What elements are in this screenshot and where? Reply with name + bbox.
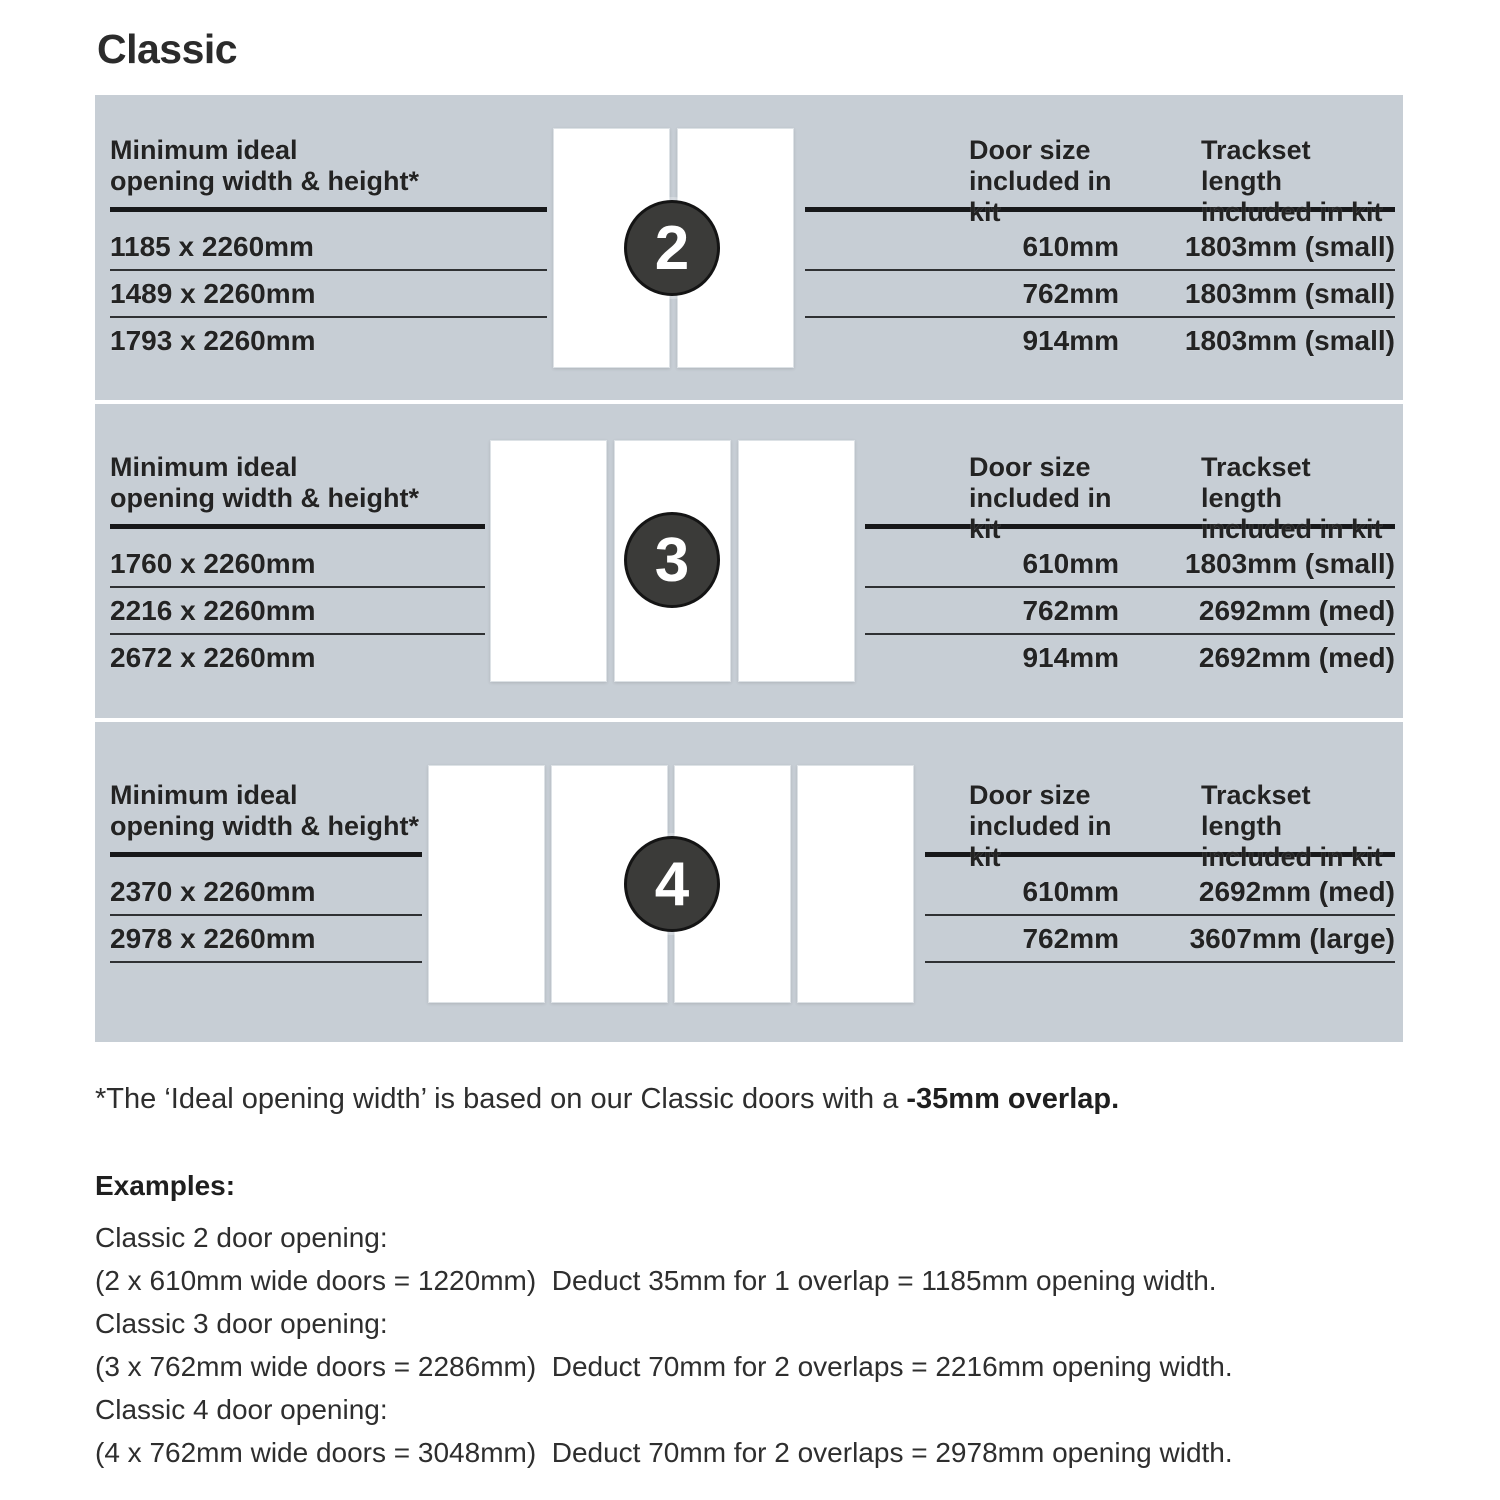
door-count-badge: 2 [624, 200, 720, 296]
overlap-footnote [95, 1083, 1415, 1116]
examples-heading: Examples: [95, 1170, 236, 1201]
door-size-header-line2: included in kit [969, 166, 1112, 227]
opening-size-header [110, 452, 485, 518]
door-count-badge: 3 [624, 512, 720, 608]
example-line: Classic 3 door opening: [95, 1308, 388, 1339]
door-size-header [969, 452, 1119, 544]
door-size-header-line2: included in kit [969, 483, 1112, 544]
opening-size-cell: 2978 x 2260mm [110, 916, 422, 963]
opening-size-cell: 2672 x 2260mm [110, 641, 316, 673]
kit-table [865, 452, 1395, 680]
trackset-header [1201, 135, 1395, 227]
opening-size-cell: 1185 x 2260mm [110, 224, 547, 271]
kit-row [805, 318, 1395, 363]
door-size-header-line1: Door size [969, 452, 1091, 482]
kit-table [805, 135, 1395, 363]
example-line: (2 x 610mm wide doors = 1220mm) Deduct 35mm for 1 overlap = 1185mm opening width. [95, 1265, 1217, 1296]
door-size-header-line2: included in kit [969, 811, 1112, 872]
opening-size-header-line1: Minimum ideal [110, 135, 298, 165]
door-size-cell: 610mm [1022, 547, 1119, 579]
door-size-cell: 914mm [1022, 324, 1119, 356]
kit-table [925, 780, 1395, 963]
opening-size-header [110, 780, 422, 846]
opening-size-cell: 1793 x 2260mm [110, 324, 316, 356]
section-3-door [95, 404, 1403, 718]
trackset-header-line1: Trackset length [1201, 135, 1311, 196]
opening-size-cell: 1489 x 2260mm [110, 271, 547, 318]
door-panel [490, 440, 607, 682]
kit-row [805, 271, 1395, 318]
examples-list [95, 1216, 1415, 1474]
kit-row [925, 869, 1395, 916]
door-count-badge: 4 [624, 836, 720, 932]
trackset-header [1201, 452, 1395, 544]
trackset-cell: 1803mm (small) [1184, 230, 1395, 262]
spec-panel [95, 95, 1403, 1042]
door-panel [738, 440, 855, 682]
door-size-cell: 610mm [1022, 230, 1119, 262]
example-line: Classic 2 door opening: [95, 1222, 388, 1253]
door-size-cell: 762mm [1022, 594, 1119, 626]
trackset-header [1201, 780, 1395, 872]
kit-row [865, 541, 1395, 588]
trackset-cell: 1803mm (small) [1184, 324, 1395, 356]
opening-size-cell: 1760 x 2260mm [110, 541, 485, 588]
door-size-cell: 914mm [1022, 641, 1119, 673]
section-2-door [95, 95, 1403, 400]
door-panel [797, 765, 914, 1003]
section-4-door [95, 722, 1403, 1042]
example-line: (3 x 762mm wide doors = 2286mm) Deduct 70mm for 2 overlaps = 2216mm opening width. [95, 1351, 1233, 1382]
trackset-header-line2: included in kit [1201, 197, 1383, 227]
opening-size-header-line1: Minimum ideal [110, 780, 298, 810]
trackset-cell: 2692mm (med) [1198, 594, 1395, 626]
door-size-header-line1: Door size [969, 780, 1091, 810]
trackset-cell: 1803mm (small) [1184, 277, 1395, 309]
footnote-text: *The ‘Ideal opening width’ is based on our Classic doors with a [95, 1083, 907, 1115]
footer [95, 1083, 1415, 1474]
kit-row [925, 916, 1395, 963]
opening-size-header-line1: Minimum ideal [110, 452, 298, 482]
example-line: Classic 4 door opening: [95, 1394, 388, 1425]
trackset-header-line1: Trackset length [1201, 780, 1311, 841]
door-size-header [969, 780, 1119, 872]
kit-row [865, 635, 1395, 680]
opening-size-column [110, 135, 547, 363]
trackset-cell: 2692mm (med) [1198, 641, 1395, 673]
opening-size-column [110, 780, 422, 963]
opening-size-cell: 2370 x 2260mm [110, 869, 422, 916]
opening-size-header-line2: opening width & height* [110, 811, 419, 841]
door-size-cell: 762mm [1022, 277, 1119, 309]
kit-row [865, 588, 1395, 635]
page-title: Classic [97, 26, 238, 72]
trackset-cell: 3607mm (large) [1189, 922, 1395, 954]
trackset-header-line2: included in kit [1201, 514, 1383, 544]
trackset-header-line1: Trackset length [1201, 452, 1311, 513]
opening-size-header [110, 135, 547, 201]
example-line: (4 x 762mm wide doors = 3048mm) Deduct 70mm for 2 overlaps = 2978mm opening width. [95, 1437, 1233, 1468]
door-size-cell: 610mm [1022, 875, 1119, 907]
door-size-header [969, 135, 1119, 227]
trackset-header-line2: included in kit [1201, 842, 1383, 872]
door-panel [428, 765, 545, 1003]
footnote-bold: -35mm overlap. [906, 1083, 1120, 1115]
door-size-cell: 762mm [1022, 922, 1119, 954]
door-size-header-line1: Door size [969, 135, 1091, 165]
opening-size-cell: 2216 x 2260mm [110, 588, 485, 635]
kit-row [805, 224, 1395, 271]
opening-size-column [110, 452, 485, 680]
opening-size-header-line2: opening width & height* [110, 483, 419, 513]
opening-size-header-line2: opening width & height* [110, 166, 419, 196]
trackset-cell: 1803mm (small) [1184, 547, 1395, 579]
trackset-cell: 2692mm (med) [1198, 875, 1395, 907]
